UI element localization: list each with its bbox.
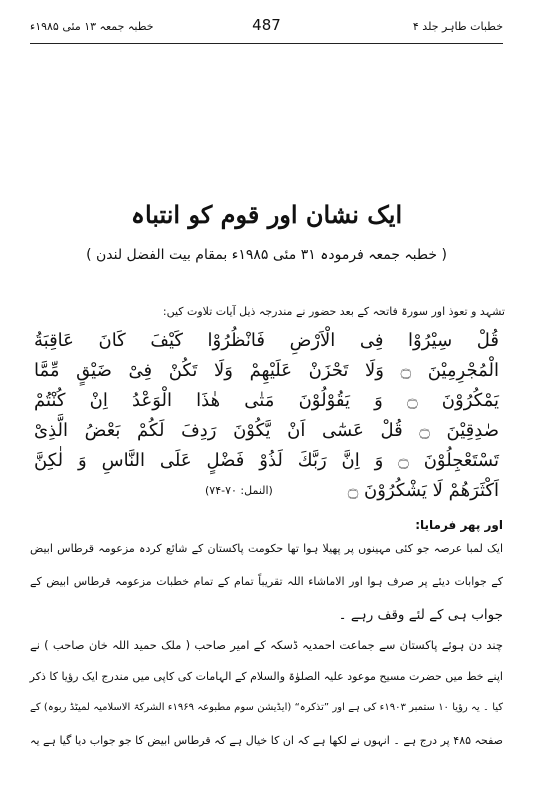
- paragraph-line: صفحہ ۴۸۵ پر درج ہے ۔ انہوں نے لکھا ہے کہ ان کا خیال ہے کہ قرطاس ابیض کا جو جواب دیا گیا ہے یہ: [30, 734, 503, 747]
- running-header-book-title: خطبات طاہر جلد ۴: [412, 20, 503, 33]
- recitation-intro: تشہد و تعوذ اور سورۃ فاتحہ کے بعد حضور نے مندرجہ ذیل آیات تلاوت کیں:: [162, 305, 505, 318]
- then-said-label: اور پھر فرمایا:: [415, 518, 503, 532]
- paragraph-line: کیا ۔ یہ رؤیا ۱۰ ستمبر ۱۹۰۳ء کی ہے اور ”تذکرہ“ (ایڈیشن سوم مطبوعہ ۱۹۶۹ء الشرکۃ الاسلامیہ لمیٹڈ ربوہ) کے: [30, 702, 504, 713]
- quran-verse-line: قُلْ سِيْرُوْا فِى الْاَرْضِ فَانْظُرُوْا كَيْفَ كَانَ عَاقِبَةُ: [34, 330, 499, 351]
- quran-verse-line: الْمُجْرِمِيْنَ ۝ وَلَا تَحْزَنْ عَلَيْهِمْ وَلَا تَكُنْ فِىْ ضَيْقٍ مِّمَّا: [34, 360, 499, 381]
- running-header-date: خطبہ جمعہ ۱۳ مئی ۱۹۸۵ء: [30, 20, 154, 33]
- paragraph-line: ایک لمبا عرصہ جو کئی مہینوں پر پھیلا ہوا تھا حکومت پاکستان کے شائع کردہ مزعومہ قرطاس ابیض: [30, 542, 503, 555]
- paragraph-line: جواب ہی کے لئے وقف رہے ۔: [338, 607, 503, 623]
- paragraph-line: اپنے خط میں حضرت مسیح موعود علیہ الصلوٰۃ والسلام کے الہامات کی کاپی میں مندرج ایک رؤیا کا ذکر: [29, 670, 503, 683]
- paragraph-line: چند دن ہوئے پاکستان سے جماعت احمدیہ ڈسکہ کے امیر صاحب ( ملک حمید اللہ خان صاحب ) نے: [30, 638, 503, 652]
- header-divider: [30, 43, 503, 44]
- quran-verse-line: اَكْثَرَهُمْ لَا يَشْكُرُوْنَ ۝: [347, 480, 499, 501]
- sermon-title: ایک نشان اور قوم کو انتباہ: [130, 200, 403, 229]
- verse-reference: (النمل: ۷۰-۷۴): [205, 484, 273, 497]
- quran-verse-line: تَسْتَعْجِلُوْنَ ۝ وَ اِنَّ رَبَّكَ لَذُوْ فَضْلٍ عَلَى النَّاسِ وَ لٰكِنَّ: [34, 450, 499, 471]
- quran-verse-line: يَمْكُرُوْنَ ۝ وَ يَقُوْلُوْنَ مَتٰى هٰذَا الْوَعْدُ اِنْ كُنْتُمْ: [34, 390, 499, 411]
- sermon-subtitle: ( خطبہ جمعہ فرمودہ ۳۱ مئی ۱۹۸۵ء بمقام بیت الفضل لندن ): [86, 247, 447, 263]
- quran-verse-line: صٰدِقِيْنَ ۝ قُلْ عَسٰٓى اَنْ يَّكُوْنَ رَدِفَ لَكُمْ بَعْضُ الَّذِىْ: [34, 420, 499, 441]
- paragraph-line: کے جوابات دیئے پر صرف ہوا اور الاماشاء اللہ تقریباً تمام کے تمام خطبات مزعومہ قرطاس ابیض کے: [30, 575, 503, 588]
- page-number: 487: [252, 16, 281, 34]
